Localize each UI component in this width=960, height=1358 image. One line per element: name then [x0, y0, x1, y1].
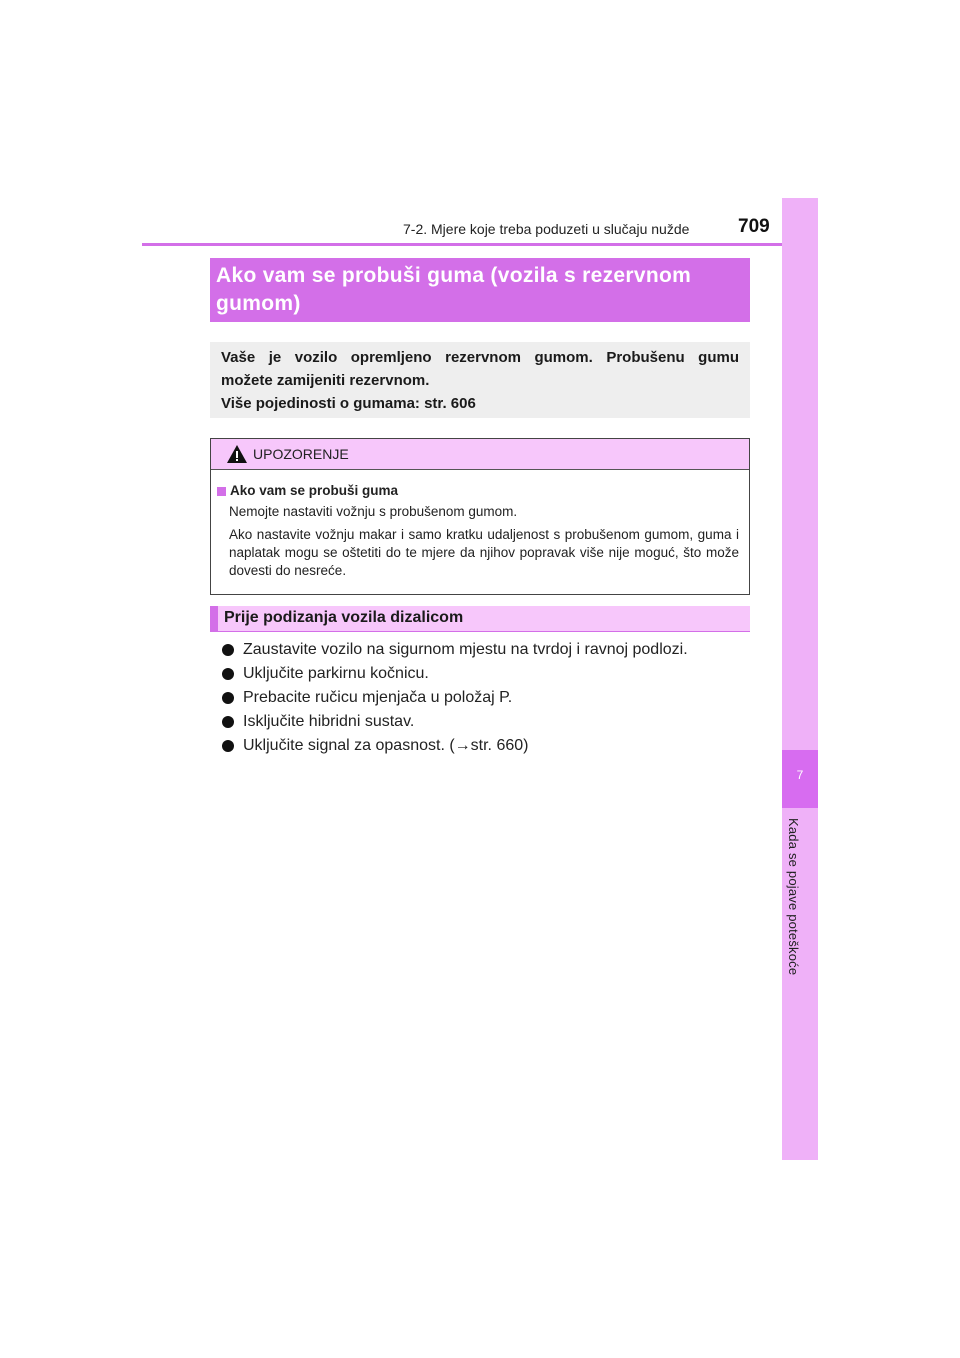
section-title-line1: Ako vam se probuši guma (vozila s rezervnom	[216, 264, 692, 287]
subsection-accent	[210, 606, 218, 631]
list-item	[222, 662, 762, 686]
warning-triangle-icon	[226, 444, 248, 469]
steps-list	[222, 638, 762, 758]
intro-line1: Vaše je vozilo opremljeno rezervnom gumom. Probušenu gumu	[221, 349, 739, 366]
warning-body	[211, 470, 749, 580]
list-item	[222, 638, 762, 662]
side-tab-chapter: 7	[782, 750, 818, 808]
list-item	[222, 710, 762, 734]
square-bullet-icon	[217, 487, 226, 496]
subsection-title: Prije podizanja vozila dizalicom	[224, 609, 464, 626]
warning-label: UPOZORENJE	[253, 446, 349, 462]
side-tab-label: Kada se pojave poteškoće	[786, 818, 801, 976]
section-banner	[210, 258, 750, 322]
intro-box	[210, 342, 750, 418]
warning-box	[210, 438, 750, 595]
bullet-icon	[222, 692, 234, 704]
step-text: Zaustavite vozilo na sigurnom mjestu na tvrdoj i ravnoj podlozi.	[243, 641, 688, 658]
side-tab	[782, 198, 818, 1160]
bullet-icon	[222, 668, 234, 680]
page-number: 709	[738, 216, 770, 237]
bullet-icon	[222, 740, 234, 752]
header-rule	[142, 243, 818, 246]
section-title-line2: gumom)	[216, 292, 301, 315]
step-text: Prebacite ručicu mjenjača u položaj P.	[243, 689, 513, 706]
warning-paragraph-2: Ako nastavite vožnju makar i samo kratku udaljenost s probušenom gumom, guma i naplatak mogu se oštetiti do te mjere da njihov popravak više nije moguć, što može dovesti do nesreće.	[229, 527, 739, 578]
list-item	[222, 686, 762, 710]
warning-subheading	[217, 482, 739, 500]
subsection-heading	[210, 606, 750, 632]
step-text: Isključite hibridni sustav.	[243, 713, 415, 730]
bullet-icon	[222, 716, 234, 728]
list-item	[222, 734, 762, 758]
intro-line2: možete zamijeniti rezervnom.	[221, 372, 430, 389]
bullet-icon	[222, 644, 234, 656]
step-text: Uključite signal za opasnost. (→str. 660)	[243, 737, 529, 754]
warning-subheading-text: Ako vam se probuši guma	[230, 483, 399, 498]
warning-paragraph-1: Nemojte nastaviti vožnju s probušenom gumom.	[229, 504, 518, 519]
header-title: 7-2. Mjere koje treba poduzeti u slučaju nužde	[403, 221, 690, 237]
step-text: Uključite parkirnu kočnicu.	[243, 665, 429, 682]
intro-line3: Više pojedinosti o gumama: str. 606	[221, 395, 476, 412]
warning-header	[211, 439, 749, 470]
